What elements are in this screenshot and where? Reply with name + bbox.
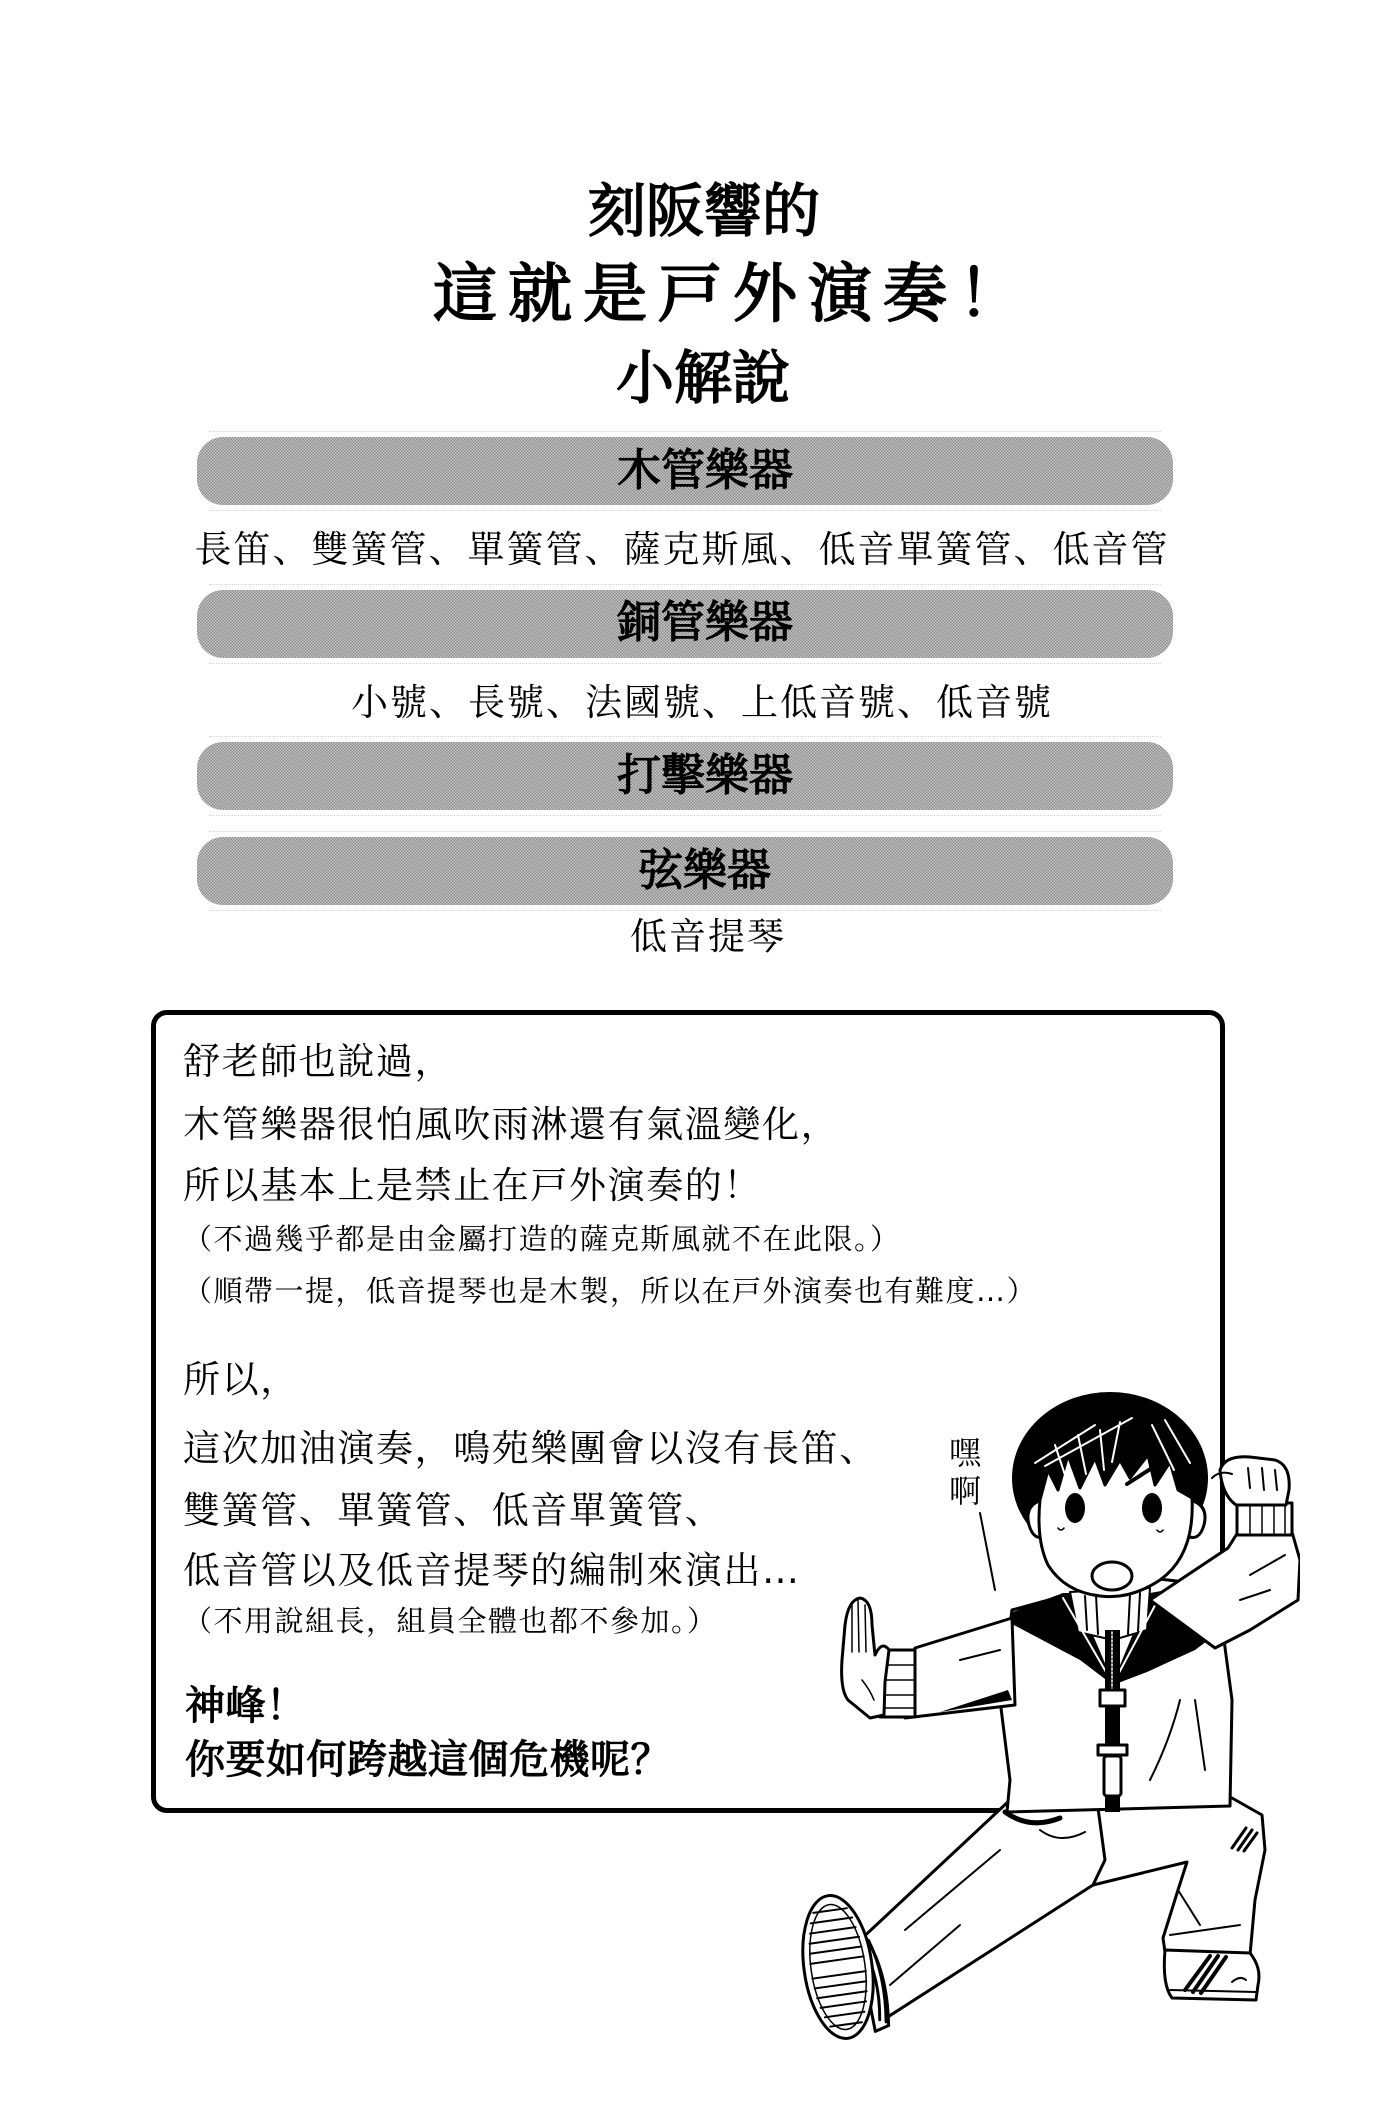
instrument-list-brass: 小號、長號、法國號、上低音號、低音號 [351, 681, 1053, 724]
note-emphasis: 你要如何跨越這個危機呢？ [185, 1737, 671, 1783]
right-shoe [1164, 1950, 1259, 2000]
note-aside: （順帶一提，低音提琴也是木製，所以在戸外演奏也有難度…） [183, 1274, 1038, 1308]
note-line: 低音管以及低音提琴的編制來演出… [183, 1549, 801, 1592]
right-eye [1142, 1493, 1162, 1523]
instrument-list-woodwind: 長笛、雙簧管、單簧管、薩克斯風、低音單簧管、低音管 [194, 528, 1170, 571]
left-eye [1065, 1493, 1085, 1523]
note-line: 所以基本上是禁止在戸外演奏的！ [183, 1164, 762, 1207]
note-emphasis: 神峰！ [185, 1683, 307, 1729]
note-line: 雙簧管、單簧管、低音單簧管、 [183, 1489, 724, 1532]
section-header-strings: 弦樂器 [639, 845, 771, 896]
open-mouth [1092, 1562, 1132, 1590]
title-line-2: 這就是戸外演奏！ [433, 257, 1033, 332]
note-line: 這次加油演奏，鳴苑樂團會以沒有長笛、 [183, 1427, 878, 1470]
left-arm [880, 1618, 1015, 1718]
section-header-brass: 銅管樂器 [617, 597, 793, 648]
title-line-1: 刻阪響的 [587, 177, 820, 245]
note-aside: （不用說組長，組員全體也都不參加。） [183, 1604, 718, 1638]
character-head [1012, 1392, 1208, 1597]
left-leg [857, 1800, 1105, 2022]
open-palm-hand [842, 1598, 889, 1718]
sound-effect-text: 嘿啊 [944, 1436, 982, 1512]
character-illustration [780, 1380, 1300, 2060]
right-leg [1093, 1798, 1265, 1955]
instrument-list-strings: 低音提琴 [630, 915, 786, 958]
note-aside: （不過幾乎都是由金屬打造的薩克斯風就不在此限。） [183, 1222, 901, 1256]
note-line: 所以， [183, 1358, 299, 1401]
title-line-3: 小解說 [615, 344, 790, 412]
raised-fist [1212, 1457, 1289, 1505]
note-line: 木管樂器很怕風吹雨淋還有氣溫變化， [183, 1103, 840, 1146]
note-line: 舒老師也說過， [183, 1040, 454, 1083]
sfx-pointer-line [980, 1513, 995, 1590]
section-header-percussion: 打擊樂器 [617, 750, 793, 801]
section-header-woodwind: 木管樂器 [617, 445, 793, 496]
left-shoe [794, 1890, 891, 2043]
